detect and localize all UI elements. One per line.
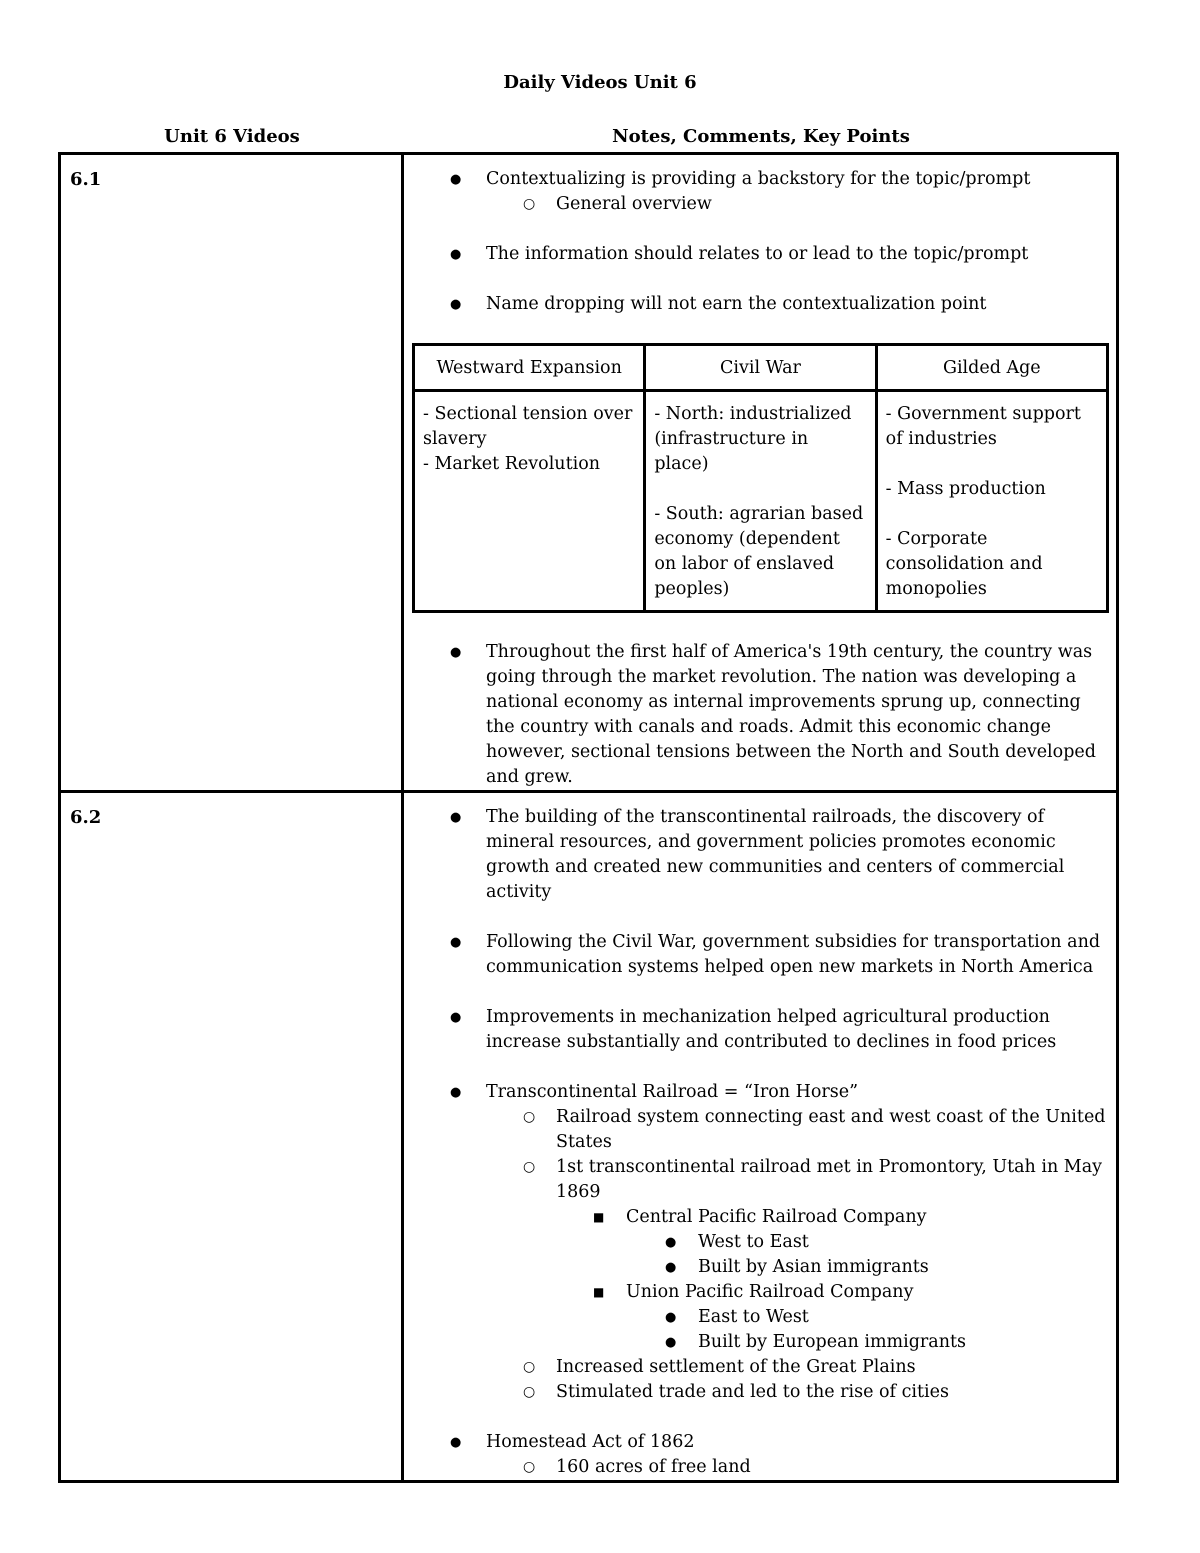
list-item: ● Name dropping will not earn the contextualization point bbox=[404, 292, 1106, 317]
list-item: ● The information should relates to or lead to the topic/prompt bbox=[404, 242, 1106, 267]
list-item: ● Throughout the first half of America's 19th century, the country was going through the market revolution. The nation was developing a national economy as internal improvements sprung up, connecting the country with canals and roads. Admit this economic change however, sectional tensions between the North and South developed and grew. bbox=[404, 640, 1106, 790]
list-item: ● West to East bbox=[698, 1230, 1106, 1255]
notes-table bbox=[58, 152, 1119, 1483]
context-header: Gilded Age bbox=[876, 345, 1107, 391]
context-cell-gilded-age: - Government support of industries - Mass production - Corporate consolidation and monopolies bbox=[876, 391, 1107, 612]
column-header-notes: Notes, Comments, Key Points bbox=[612, 126, 910, 147]
notes-cell bbox=[403, 792, 1118, 1482]
list-item: ● Homestead Act of 1862 ○ 160 acres of free land bbox=[404, 1430, 1106, 1480]
context-table bbox=[412, 343, 1109, 613]
table-row bbox=[60, 154, 1118, 792]
notes-cell bbox=[403, 154, 1118, 792]
list-item: ● Built by Asian immigrants bbox=[698, 1255, 1106, 1280]
list-item: ● Built by European immigrants bbox=[698, 1330, 1106, 1355]
list-item: ○ General overview bbox=[556, 192, 1106, 217]
list-item: ● Improvements in mechanization helped agricultural production increase substantially and contributed to declines in food prices bbox=[404, 1005, 1106, 1055]
unit-cell bbox=[60, 154, 403, 792]
table-row bbox=[60, 792, 1118, 1482]
column-header-videos: Unit 6 Videos bbox=[164, 126, 300, 147]
list-item: ■ Union Pacific Railroad Company ● East to West ● Built by European immigrants bbox=[626, 1280, 1106, 1355]
list-item: ● Contextualizing is providing a backstory for the topic/prompt ○ General overview bbox=[404, 167, 1106, 217]
list-item: ○ Railroad system connecting east and west coast of the United States bbox=[556, 1105, 1106, 1155]
list-item: ○ 160 acres of free land bbox=[556, 1455, 1106, 1480]
unit-label: 6.2 bbox=[70, 807, 102, 828]
list-item: ● East to West bbox=[698, 1305, 1106, 1330]
list-item: ● The building of the transcontinental railroads, the discovery of mineral resources, and government policies promotes economic growth and created new communities and centers of commercial activity bbox=[404, 805, 1106, 905]
context-cell-civil-war: - North: industrialized (infrastructure in place) - South: agrarian based economy (dependent on labor of enslaved peoples) bbox=[645, 391, 876, 612]
list-item: ■ Central Pacific Railroad Company ● West to East ● Built by Asian immigrants bbox=[626, 1205, 1106, 1280]
list-item: ○ 1st transcontinental railroad met in Promontory, Utah in May 1869 ■ Central Pacific Railroad Company ● West to East ● Built by Asian immigrants ■ Union Pacific Railroad Company ● East to West ● Built by European immigrants bbox=[556, 1155, 1106, 1355]
list-item: ● Following the Civil War, government subsidies for transportation and communication systems helped open new markets in North America bbox=[404, 930, 1106, 980]
context-header: Westward Expansion bbox=[414, 345, 645, 391]
unit-cell bbox=[60, 792, 403, 1482]
list-item: ● Transcontinental Railroad = “Iron Horse” ○ Railroad system connecting east and west coast of the United States ○ 1st transcontinental railroad met in Promontory, Utah in May 1869 ■ Central Pacific Railroad Company ● West to East ● Built by Asian immigrants ■ Union Pacific Railroad Company ● East to West ● Built by European immigrants ○ Increased settlement of the Great Plains ○ Stimulated trade and led to the rise of cities bbox=[404, 1080, 1106, 1405]
list-item: ○ Increased settlement of the Great Plains bbox=[556, 1355, 1106, 1380]
context-cell-westward: - Sectional tension over slavery - Market Revolution bbox=[414, 391, 645, 612]
page-title: Daily Videos Unit 6 bbox=[503, 72, 697, 93]
list-item: ○ Stimulated trade and led to the rise of cities bbox=[556, 1380, 1106, 1405]
unit-label: 6.1 bbox=[70, 169, 102, 190]
context-header: Civil War bbox=[645, 345, 876, 391]
